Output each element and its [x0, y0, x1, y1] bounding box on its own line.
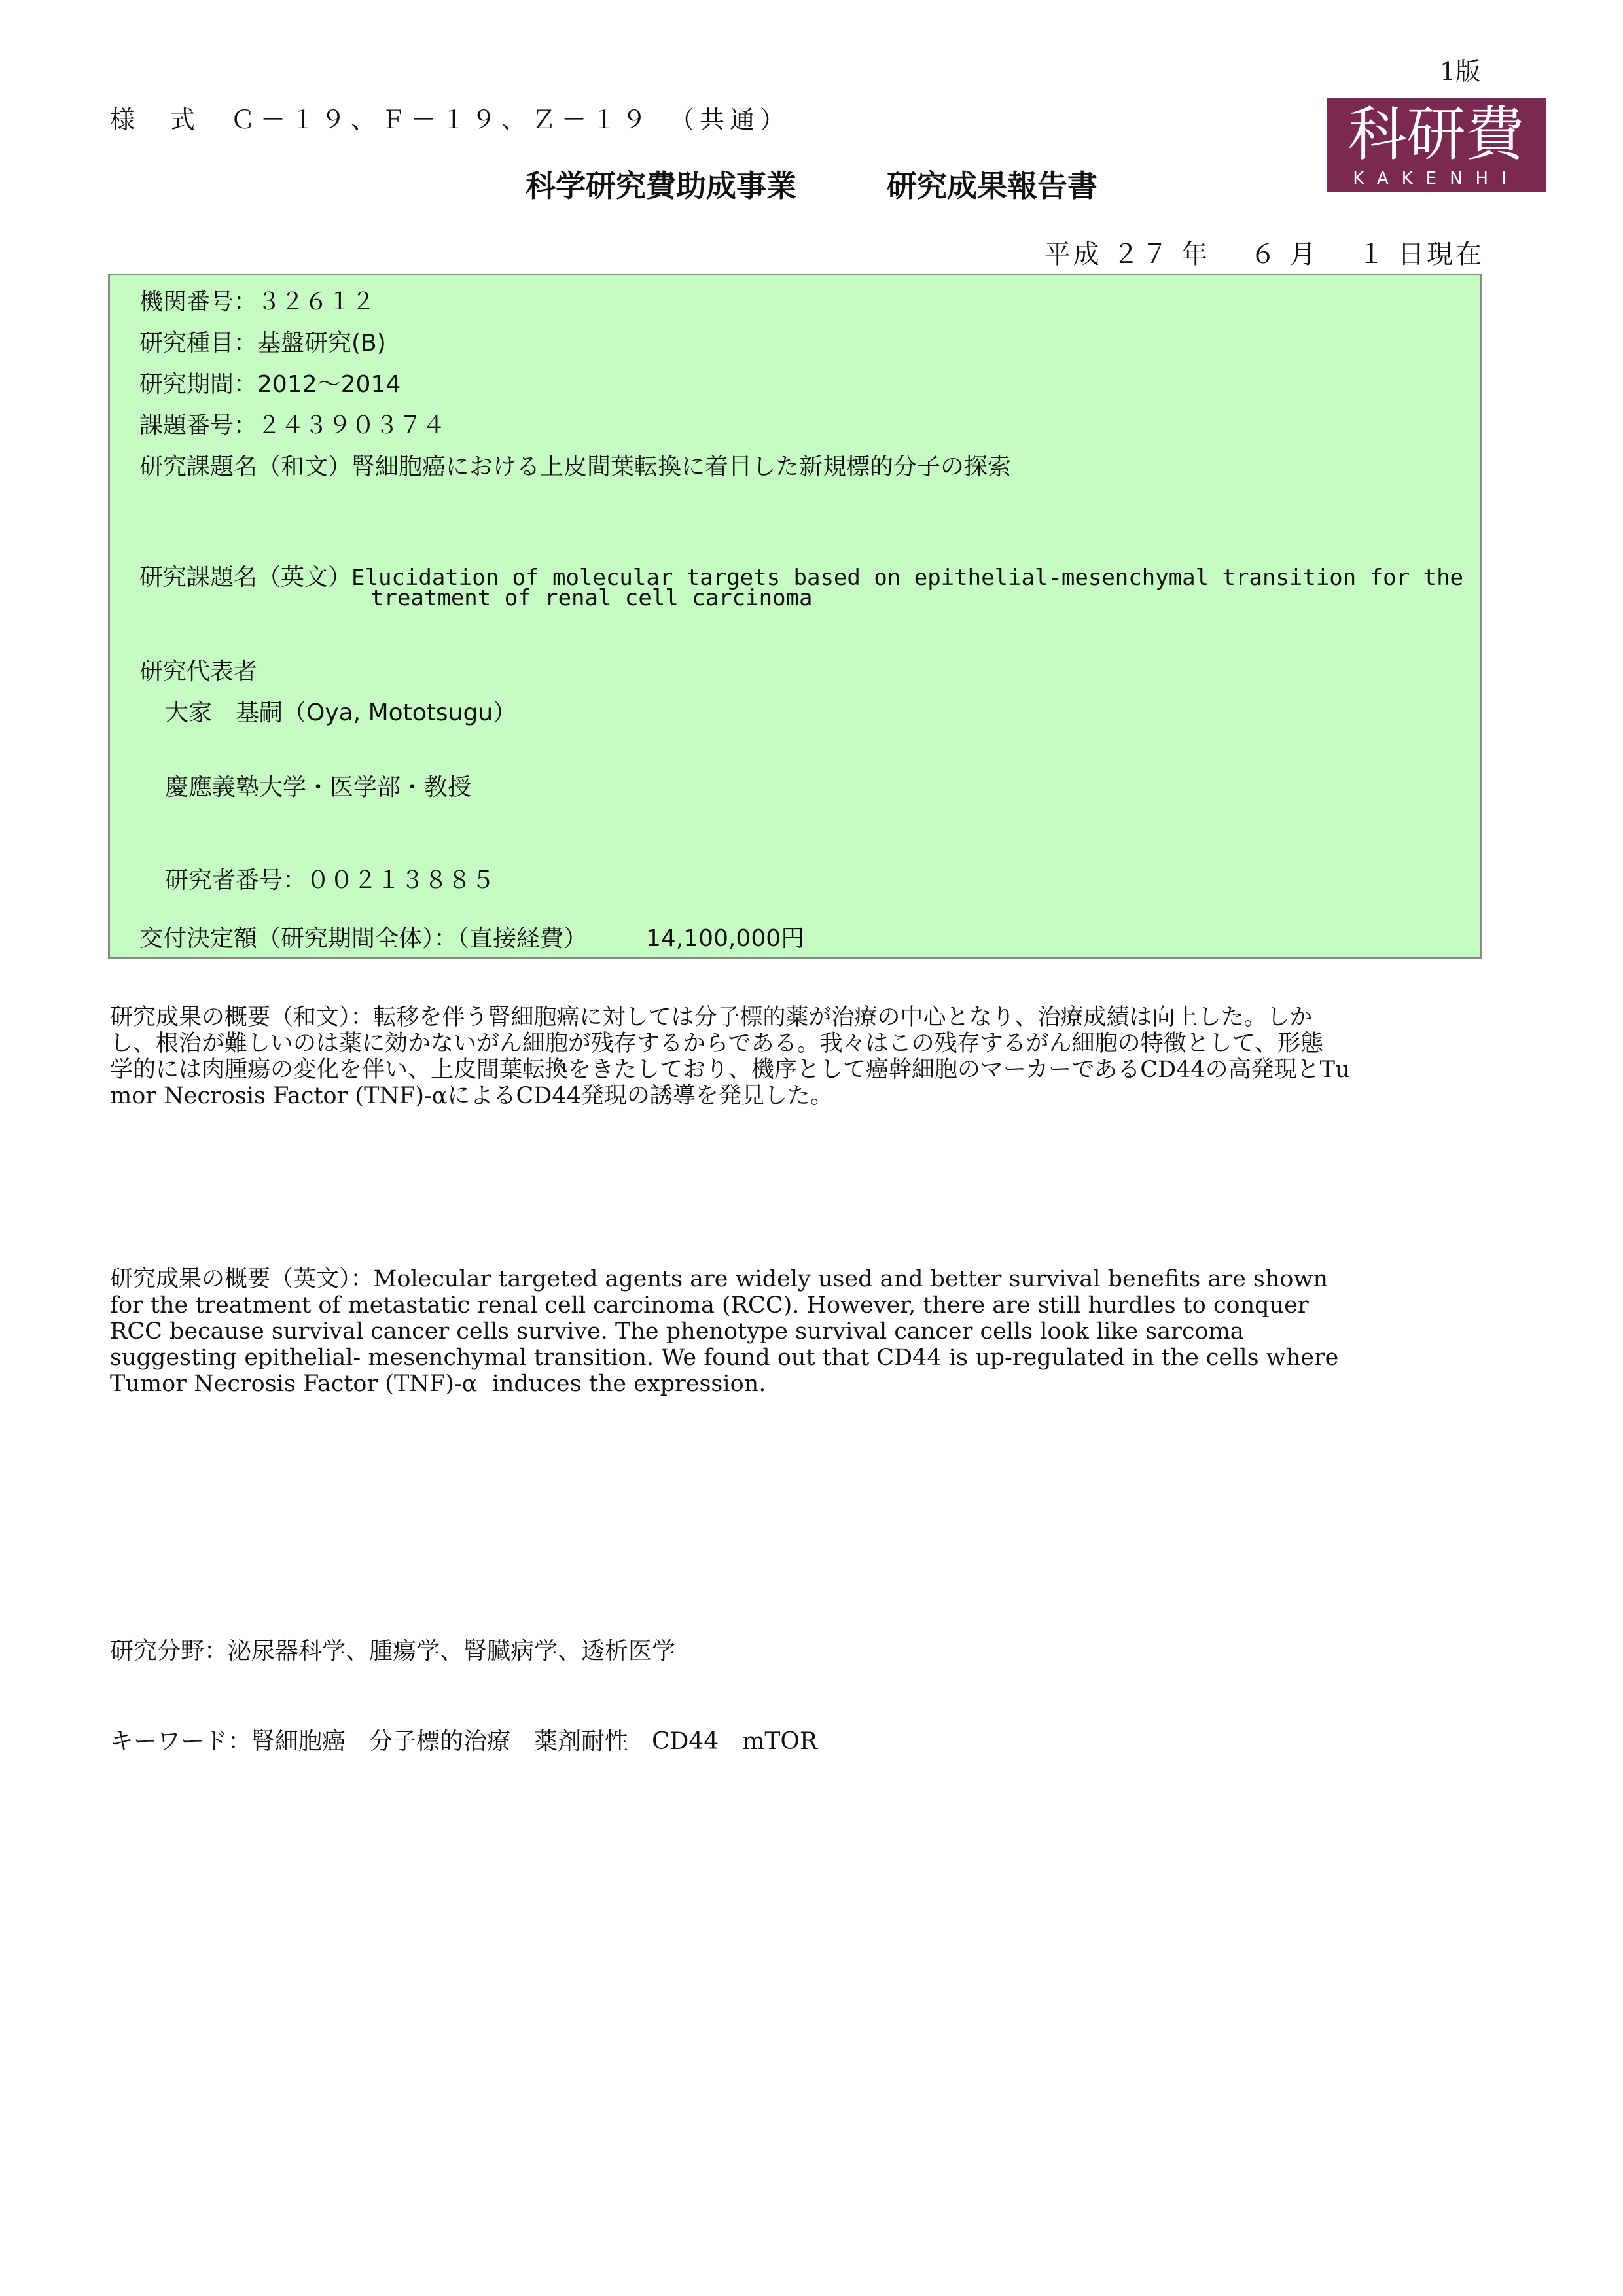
- project-info-box: [108, 274, 1482, 959]
- title-en-value-line2: treatment of renal cell carcinoma: [370, 585, 813, 611]
- category-value: 基盤研究(B): [257, 330, 386, 357]
- report-date: 平成 ２７ 年 ６ 月 １ 日現在: [1044, 239, 1484, 270]
- summary-en-line: for the treatment of metastatic renal cell carcinoma (RCC). However, there are still hurdles to conquer: [110, 1292, 1309, 1318]
- summary-ja-line: し、根治が難しいのは薬に効かないがん細胞が残存するからである。我々はこの残存するがん細胞の特徴として、形態: [110, 1031, 1323, 1057]
- summary-en-line: Molecular targeted agents are widely used and better survival benefits are shown: [373, 1266, 1328, 1292]
- form-label: 様 式 Ｃ－１９、Ｆ－１９、Ｚ－１９ （共通）: [110, 105, 791, 134]
- logo-sub-text: KAKENHI: [1353, 169, 1520, 188]
- period-value: 2012～2014: [257, 371, 401, 398]
- research-field: [110, 1633, 675, 1666]
- pi-label: 研究代表者: [139, 658, 258, 685]
- document-title: 科学研究費助成事業 研究成果報告書: [526, 168, 1097, 203]
- summary-ja-line: 学的には肉腫瘍の変化を伴い、上皮間葉転換をきたしており、機序として癌幹細胞のマーカーであるCD44の高発現とTu: [110, 1057, 1350, 1083]
- grant-label: 交付決定額（研究期間全体）：（直接経費）: [139, 925, 588, 952]
- keywords-label: キーワード：: [110, 1728, 252, 1755]
- grant-row: [139, 920, 804, 953]
- title-ja-value: 腎細胞癌における上皮間葉転換に着目した新規標的分子の探索: [351, 453, 1012, 480]
- pi-affiliation: 慶應義塾大学・医学部・教授: [165, 774, 472, 801]
- kakenhi-logo: [1327, 98, 1546, 192]
- research-field-value: 泌尿器科学、腫瘍学、腎臓病学、透析医学: [228, 1638, 676, 1665]
- summary-en-line: Tumor Necrosis Factor (TNF)-α induces the expression.: [110, 1371, 766, 1397]
- summary-en-line: suggesting epithelial- mesenchymal transition. We found out that CD44 is up-regulated in the cells where: [110, 1345, 1339, 1371]
- period-label: 研究期間：: [139, 371, 258, 398]
- title-en-value-line1: Elucidation of molecular targets based on epithelial-mesenchymal transition for the: [351, 565, 1464, 591]
- institution-row: [139, 283, 375, 317]
- keywords-value: 腎細胞癌 分子標的治療 薬剤耐性 CD44 mTOR: [251, 1728, 818, 1755]
- research-field-label: 研究分野：: [110, 1638, 228, 1665]
- category-label: 研究種目：: [139, 330, 258, 357]
- institution-value: ３２６１２: [257, 289, 376, 315]
- title-ja-row: [139, 448, 1011, 482]
- institution-label: 機関番号：: [139, 289, 258, 315]
- grant-value: 14,100,000円: [646, 925, 805, 952]
- researcher-number-label: 研究者番号：: [165, 867, 307, 894]
- project-number-label: 課題番号：: [139, 412, 258, 439]
- researcher-number-row: [165, 862, 495, 895]
- title-ja-label: 研究課題名（和文）: [139, 453, 352, 480]
- summary-ja-line: 転移を伴う腎細胞癌に対しては分子標的薬が治療の中心となり、治療成績は向上した。しか: [373, 1004, 1313, 1031]
- summary-en: [110, 1266, 1497, 1397]
- version-label: 1版: [1440, 57, 1481, 86]
- project-number-row: [139, 407, 446, 440]
- period-row: [139, 366, 401, 399]
- summary-en-line: RCC because survival cancer cells survive. The phenotype survival cancer cells look like sarcoma: [110, 1318, 1244, 1345]
- project-number-value: ２４３９０３７４: [257, 412, 446, 439]
- logo-main-text: 科研費: [1347, 100, 1525, 169]
- pi-name: 大家 基嗣（Oya, Mototsugu）: [165, 699, 517, 726]
- summary-ja-line: mor Necrosis Factor (TNF)-αによるCD44発現の誘導を発見した。: [110, 1083, 833, 1109]
- title-en-label: 研究課題名（英文）: [139, 564, 352, 591]
- keywords: [110, 1723, 817, 1756]
- summary-ja-label: 研究成果の概要（和文）：: [110, 1004, 374, 1031]
- researcher-number-value: ００２１３８８５: [306, 867, 495, 894]
- summary-ja: [110, 1004, 1497, 1109]
- summary-en-label: 研究成果の概要（英文）：: [110, 1266, 374, 1292]
- category-row: [139, 325, 386, 358]
